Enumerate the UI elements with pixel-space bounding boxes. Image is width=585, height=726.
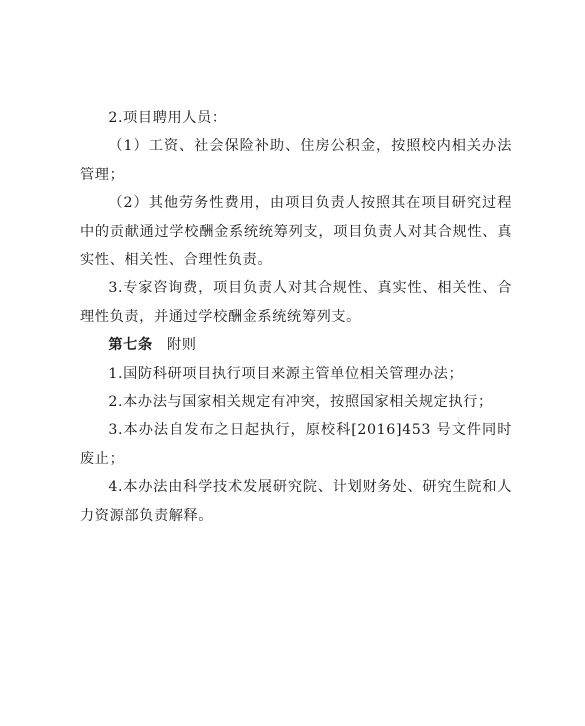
article-seven-label: 第七条 [108, 337, 153, 354]
paragraph-interpretation: 4.本办法由科学技术发展研究院、计划财务处、研究生院和人力资源部负责解释。 [80, 479, 512, 524]
paragraph-defense-projects: 1.国防科研项目执行项目来源主管单位相关管理办法； [108, 365, 464, 382]
article-seven-heading [80, 331, 512, 359]
paragraph-national-regulations: 2.本办法与国家相关规定有冲突，按照国家相关规定执行； [108, 394, 493, 411]
paragraph-wages: （1）工资、社会保险补助、住房公积金，按照校内相关办法管理； [80, 138, 512, 183]
paragraph-expert-consulting-fees: 3.专家咨询费，项目负责人对其合规性、真实性、相关性、合理性负责，并通过学校酬金系统统筹列支。 [80, 280, 512, 325]
paragraph-other-labor-fees: （2）其他劳务性费用，由项目负责人按照其在项目研究过程中的贡献通过学校酬金系统统筹列支，项目负责人对其合规性、真实性、相关性、合理性负责。 [80, 195, 512, 269]
document-body [80, 104, 512, 530]
article-seven-title: 附则 [166, 337, 197, 354]
paragraph-effective-date: 3.本办法自发布之日起执行，原校科[2016]453 号文件同时废止； [80, 422, 512, 467]
paragraph-project-staff: 2.项目聘用人员： [108, 110, 227, 126]
